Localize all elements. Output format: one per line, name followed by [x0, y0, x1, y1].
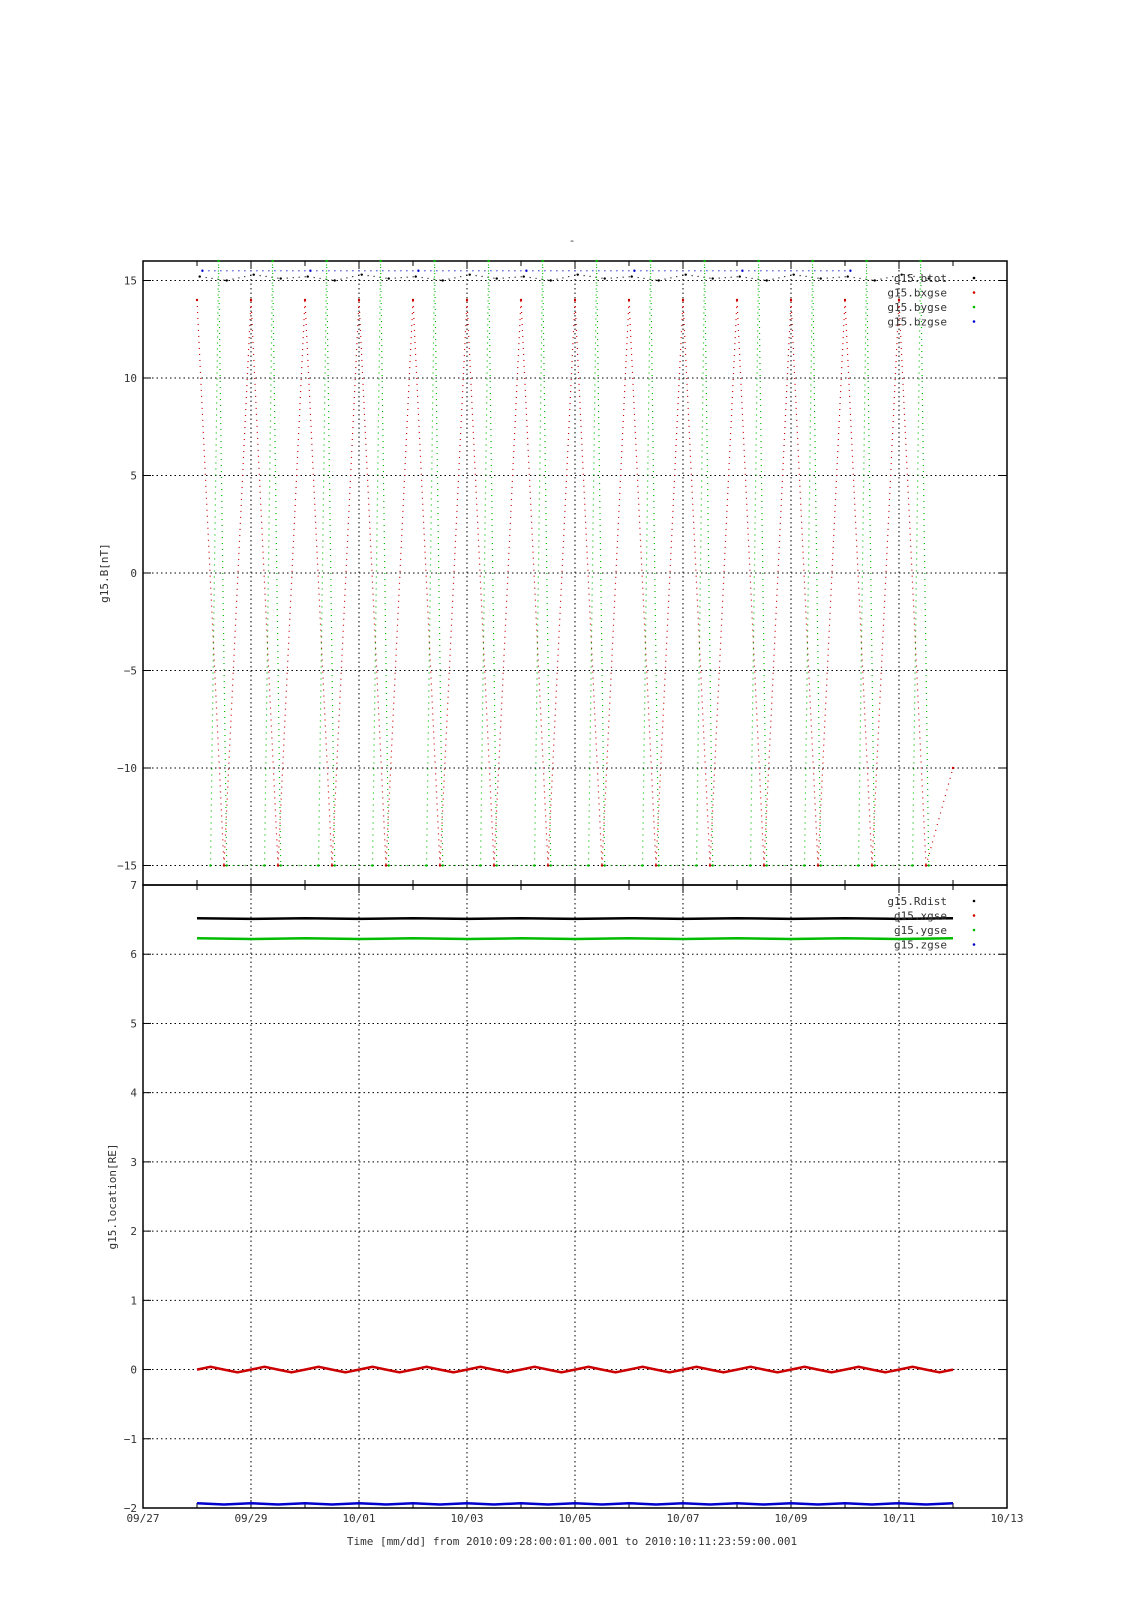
data-trace: [759, 261, 767, 866]
data-trace: [713, 277, 740, 279]
data-trace: [686, 275, 713, 279]
data-line: [197, 918, 953, 919]
data-trace: [605, 277, 632, 279]
top-mark: -: [568, 234, 576, 247]
data-trace: [683, 300, 710, 866]
legend-marker: [973, 929, 976, 932]
data-trace: [470, 275, 497, 279]
data-trace: [200, 277, 227, 281]
data-trace: [602, 300, 629, 866]
data-trace: [899, 300, 926, 866]
y-tick-label: 15: [123, 274, 137, 288]
data-trace: [524, 277, 551, 281]
series-g15.bygse: [209, 260, 930, 867]
data-trace: [543, 261, 551, 866]
data-trace: [335, 275, 362, 281]
x-tick-label: 10/07: [666, 1512, 700, 1525]
data-trace: [629, 300, 656, 866]
data-trace: [481, 261, 489, 866]
data-trace: [211, 261, 219, 866]
x-tick-label: 09/27: [126, 1512, 160, 1525]
legend-marker: [973, 291, 976, 294]
data-trace: [413, 300, 440, 866]
data-trace: [435, 261, 443, 866]
y-axis-label: g15.B[nT]: [98, 543, 111, 603]
data-trace: [848, 277, 875, 281]
y-tick-label: −10: [117, 762, 137, 775]
data-trace: [921, 261, 929, 866]
data-trace: [359, 300, 386, 866]
y-tick-label: −5: [123, 664, 137, 678]
y-tick-label: 0: [130, 567, 137, 580]
data-trace: [416, 277, 443, 281]
data-trace: [651, 261, 659, 866]
y-tick-label: 4: [130, 1086, 137, 1100]
data-trace: [575, 300, 602, 866]
series-g15.bzgse: [201, 270, 851, 272]
data-trace: [926, 768, 953, 866]
x-axis-label: Time [mm/dd] from 2010:09:28:00:01:00.001 to 2010:10:11:23:59:00.001: [346, 1535, 798, 1548]
data-trace: [386, 300, 413, 866]
data-trace: [254, 275, 281, 279]
data-trace: [427, 261, 435, 866]
data-trace: [656, 300, 683, 866]
data-trace: [319, 261, 327, 866]
data-trace: [373, 261, 381, 866]
data-line: [197, 1503, 953, 1504]
legend-label: g15.btot: [894, 272, 947, 285]
legend-marker: [973, 914, 976, 917]
data-trace: [578, 275, 605, 279]
legend-marker: [973, 900, 976, 903]
data-trace: [659, 275, 686, 281]
data-trace: [740, 277, 767, 281]
data-trace: [494, 300, 521, 866]
data-trace: [332, 300, 359, 866]
data-trace: [551, 275, 578, 281]
data-trace: [867, 261, 875, 866]
y-tick-label: −15: [117, 859, 137, 873]
data-trace: [327, 261, 335, 866]
y-axis-label: g15.location[RE]: [106, 1143, 119, 1250]
legend-marker: [973, 943, 976, 946]
data-trace: [791, 300, 818, 866]
series-g15.ygse: [197, 938, 953, 939]
legend-marker: [973, 306, 976, 309]
data-trace: [305, 300, 332, 866]
y-tick-label: 7: [130, 879, 137, 892]
y-tick-label: 6: [130, 948, 137, 962]
data-trace: [197, 300, 224, 866]
data-trace: [278, 300, 305, 866]
x-tick-label: 10/09: [774, 1512, 808, 1525]
x-tick-label: 10/05: [558, 1512, 592, 1525]
chart-panel-location: [106, 879, 1007, 1515]
data-trace: [535, 261, 543, 866]
data-trace: [872, 300, 899, 866]
data-trace: [845, 300, 872, 866]
data-trace: [548, 300, 575, 866]
data-trace: [737, 300, 764, 866]
chart-panel-magnetic-field: [98, 260, 1007, 885]
data-trace: [751, 261, 759, 866]
data-trace: [265, 261, 273, 866]
x-axis-tick-labels: [126, 1512, 1023, 1525]
y-tick-label: 5: [130, 1017, 137, 1031]
data-trace: [362, 275, 389, 279]
legend-label: g15.bxgse: [887, 286, 947, 300]
data-trace: [381, 261, 389, 866]
data-trace: [273, 261, 281, 866]
data-trace: [697, 261, 705, 866]
data-trace: [859, 261, 867, 866]
legend-label: g15.bygse: [887, 301, 947, 314]
data-trace: [440, 300, 467, 866]
legend-marker: [973, 277, 976, 280]
y-tick-label: 2: [130, 1225, 137, 1239]
series-g15.Rdist: [197, 918, 953, 919]
x-tick-label: 10/01: [342, 1512, 376, 1525]
data-trace: [589, 261, 597, 866]
legend-label: g15.Rdist: [887, 895, 947, 908]
data-trace: [813, 261, 821, 866]
series-g15.zgse: [197, 1503, 953, 1504]
data-trace: [764, 300, 791, 866]
data-trace: [913, 261, 921, 866]
data-trace: [251, 300, 278, 866]
data-trace: [632, 277, 659, 281]
data-trace: [489, 261, 497, 866]
data-trace: [794, 275, 821, 279]
legend-label: g15.ygse: [894, 924, 947, 937]
data-trace: [281, 277, 308, 279]
series-g15.btot: [199, 273, 930, 281]
legend-label: g15.zgse: [894, 938, 947, 952]
data-trace: [443, 275, 470, 281]
legend-label: g15.bzgse: [887, 315, 947, 329]
legend-label: g15.xgse: [894, 909, 947, 923]
legend-marker: [973, 320, 976, 323]
y-tick-label: 3: [130, 1155, 137, 1169]
data-trace: [818, 300, 845, 866]
y-tick-label: −1: [123, 1432, 137, 1446]
data-trace: [821, 277, 848, 279]
y-tick-label: 1: [130, 1294, 137, 1308]
data-trace: [710, 300, 737, 866]
y-tick-label: 5: [130, 469, 137, 483]
data-trace: [227, 275, 254, 281]
data-trace: [805, 261, 813, 866]
data-point: [952, 767, 954, 769]
data-point: [849, 270, 851, 272]
data-trace: [497, 277, 524, 279]
data-trace: [767, 275, 794, 281]
data-trace: [224, 300, 251, 866]
data-trace: [521, 300, 548, 866]
data-trace: [308, 277, 335, 281]
y-tick-label: 10: [123, 372, 137, 385]
data-trace: [597, 261, 605, 866]
x-tick-label: 10/03: [450, 1512, 484, 1525]
data-trace: [467, 300, 494, 866]
y-tick-label: 0: [130, 1363, 137, 1377]
x-tick-label: 09/29: [234, 1512, 268, 1525]
x-tick-label: 10/11: [882, 1512, 916, 1525]
data-line: [197, 938, 953, 939]
data-trace: [643, 261, 651, 866]
y-tick-label: −2: [123, 1502, 137, 1515]
x-tick-label: 10/13: [990, 1512, 1024, 1525]
data-trace: [705, 261, 713, 866]
data-trace: [389, 277, 416, 279]
data-point: [928, 864, 930, 866]
data-trace: [219, 261, 227, 866]
